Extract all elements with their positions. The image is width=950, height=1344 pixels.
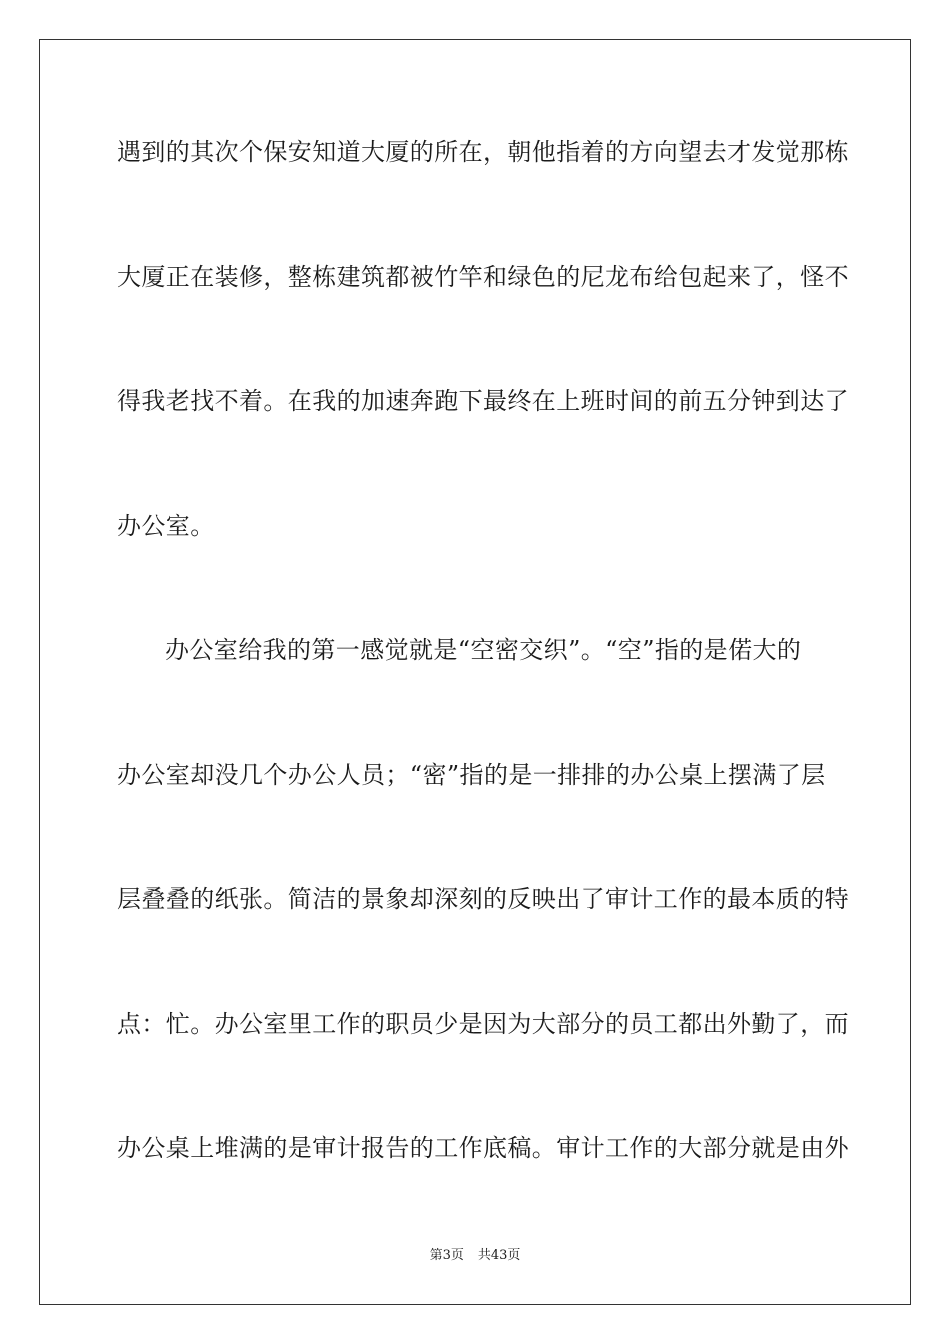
paragraph-start-line: 办公室给我的第一感觉就是“空密交织”。“空”指的是偌大的 bbox=[165, 636, 802, 664]
text-line: 大厦正在装修，整栋建筑都被竹竿和绿色的尼龙布给包起来了，怪不 bbox=[117, 263, 849, 291]
page-footer bbox=[0, 1247, 950, 1265]
text-line: 遇到的其次个保安知道大厦的所在，朝他指着的方向望去才发觉那栋 bbox=[117, 138, 849, 166]
total-pages: 共43页 bbox=[477, 1248, 521, 1263]
page-number: 第3页 bbox=[429, 1248, 464, 1263]
page-border bbox=[39, 39, 911, 1305]
text-line: 得我老找不着。在我的加速奔跑下最终在上班时间的前五分钟到达了 bbox=[117, 387, 849, 415]
text-line: 办公桌上堆满的是审计报告的工作底稿。审计工作的大部分就是由外 bbox=[117, 1134, 849, 1162]
text-line: 办公室却没几个办公人员；“密”指的是一排排的办公桌上摆满了层 bbox=[117, 761, 826, 789]
text-line: 点：忙。办公室里工作的职员少是因为大部分的员工都出外勤了，而 bbox=[117, 1010, 849, 1038]
text-line: 办公室。 bbox=[117, 512, 215, 540]
text-line: 层叠叠的纸张。简洁的景象却深刻的反映出了审计工作的最本质的特 bbox=[117, 885, 849, 913]
